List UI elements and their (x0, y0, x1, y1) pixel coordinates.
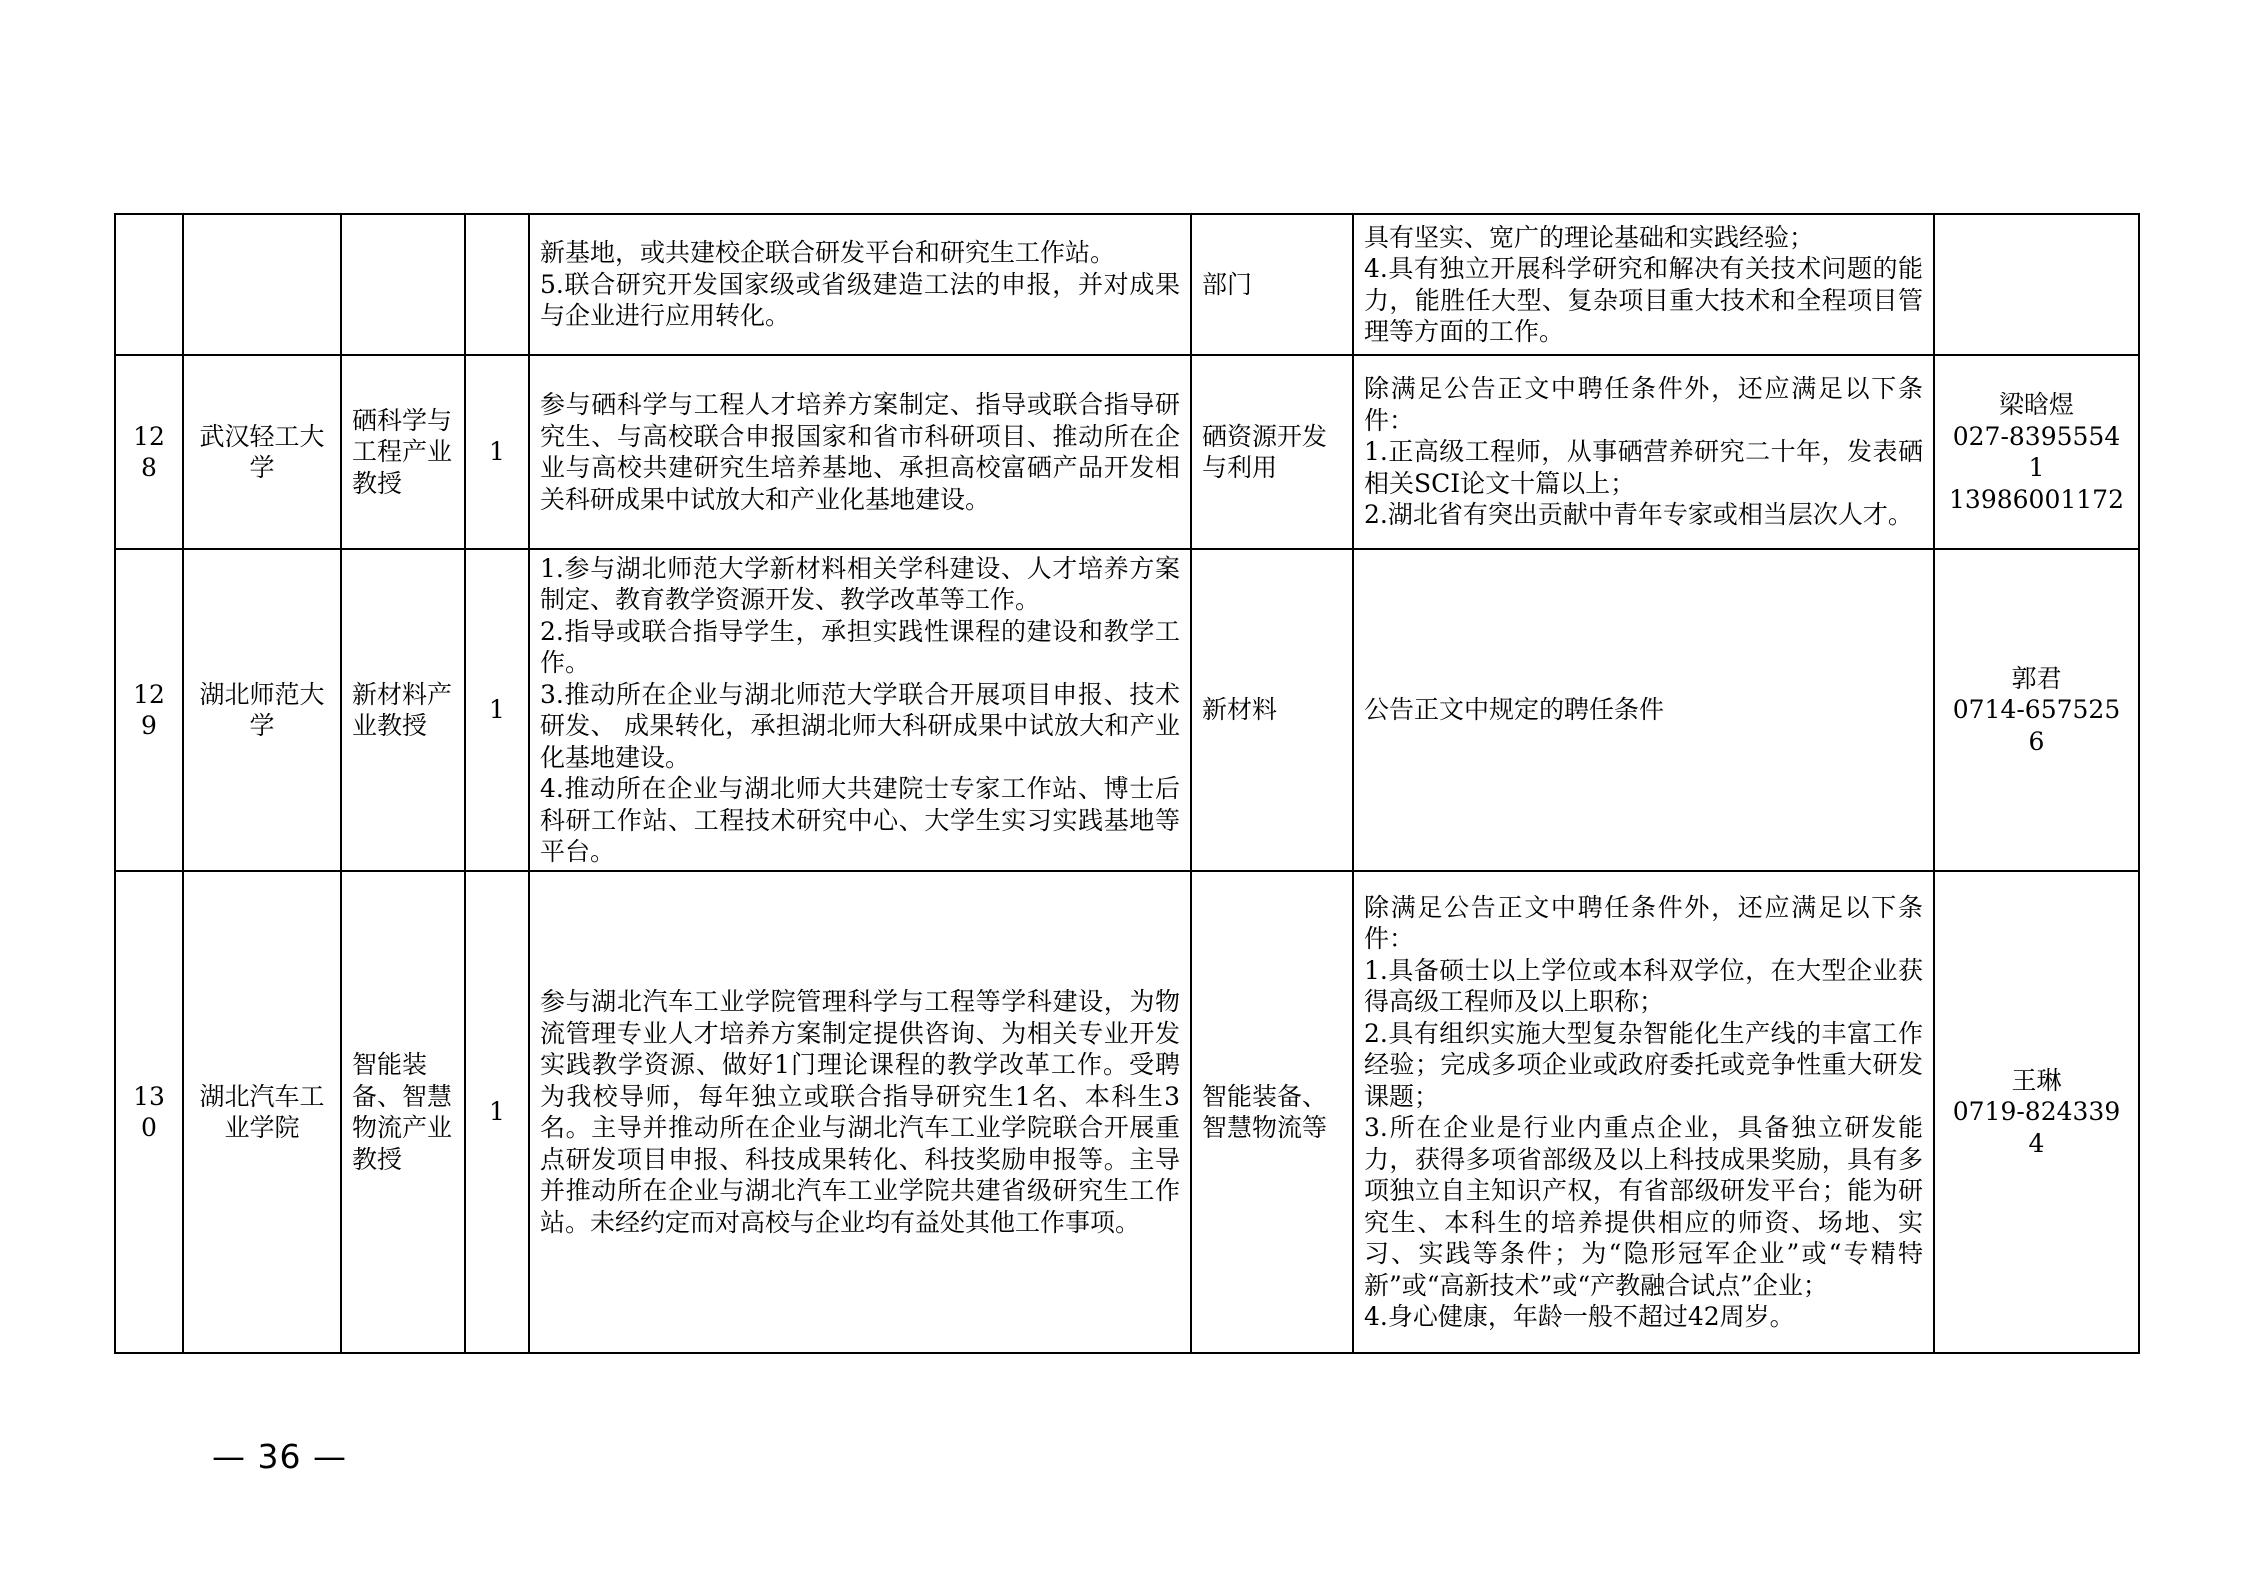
university-name: 湖北汽车工业学院 (183, 871, 341, 1353)
page-number: — 36 — (212, 1437, 347, 1476)
post-name: 新材料产业教授 (341, 549, 465, 871)
contact-cell (1934, 549, 2139, 871)
post-count: 1 (465, 355, 529, 549)
post-count: 1 (465, 871, 529, 1353)
row-number: 130 (115, 871, 183, 1353)
university-name: 武汉轻工大学 (183, 355, 341, 549)
duty-line: 1.参与湖北师范大学新材料相关学科建设、人才培养方案制定、教育教学资源开发、教学改革等工作。 (540, 553, 1180, 614)
requirement-line: 4.具有独立开展科学研究和解决有关技术问题的能力，能胜任大型、复杂项目重大技术和全程项目管理等方面的工作。 (1364, 254, 1923, 346)
requirements-cell (1353, 549, 1934, 871)
post-name (341, 214, 465, 355)
requirements-cell (1353, 214, 1934, 355)
duty-line: 4.推动所在企业与湖北师大共建院士专家工作站、博士后科研工作站、工程技术研究中心、大学生实习实践基地等平台。 (540, 774, 1180, 866)
duty-line: 2.指导或联合指导学生，承担实践性课程的建设和教学工作。 (540, 616, 1180, 677)
post-name: 硒科学与工程产业教授 (341, 355, 465, 549)
requirement-line: 2.湖北省有突出贡献中青年专家或相当层次人才。 (1364, 500, 1913, 530)
contact-phone: 0714-6575256 (1952, 695, 2121, 756)
contact-name: 郭君 (2011, 663, 2062, 693)
field-cell: 新材料 (1191, 549, 1353, 871)
requirement-line: 公告正文中规定的聘任条件 (1364, 695, 1665, 725)
row-number (115, 214, 183, 355)
contact-name: 梁晗煜 (1998, 390, 2074, 419)
requirements-cell (1353, 355, 1934, 549)
contact-cell (1934, 214, 2139, 355)
duties-cell (529, 214, 1191, 355)
duty-line: 参与湖北汽车工业学院管理科学与工程等学科建设，为物流管理专业人才培养方案制定提供咨询、为相关专业开发实践教学资源、做好1门理论课程的教学改革工作。受聘为我校导师，每年独立或联合指导研究生1名、本科生3名。主导并推动所在企业与湖北汽车工业学院联合开展重点研发项目申报、科技成果转化、科技奖励申报等。主导并推动所在企业与湖北汽车工业学院共建省级研究生工作站。未经约定而对高校与企业均有益处其他工作事项。 (540, 987, 1180, 1237)
duty-line: 3.推动所在企业与湖北师范大学联合开展项目申报、技术研发、 成果转化，承担湖北师大科研成果中试放大和产业化基地建设。 (540, 679, 1180, 772)
requirement-line: 4.身心健康，年龄一般不超过42周岁。 (1364, 1302, 1795, 1331)
requirement-line: 除满足公告正文中聘任条件外，还应满足以下条件： (1364, 892, 1923, 953)
contact-phone: 13986001172 (1949, 484, 2124, 514)
duties-cell (529, 549, 1191, 871)
requirement-line: 3.所在企业是行业内重点企业，具备独立研发能力，获得多项省部级及以上科技成果奖励，具有多项独立自主知识产权，有省部级研发平台；能为研究生、本科生的培养提供相应的师资、场地、实习、实践等条件；为“隐形冠军企业”或“专精特新”或“高新技术”或“产教融合试点”企业； (1364, 1113, 1923, 1300)
requirements-cell (1353, 871, 1934, 1353)
table-row (115, 214, 2139, 355)
row-number: 129 (115, 549, 183, 871)
field-cell: 部门 (1191, 214, 1353, 355)
field-cell: 硒资源开发与利用 (1191, 355, 1353, 549)
duty-line: 新基地，或共建校企联合研发平台和研究生工作站。 (540, 238, 1116, 268)
university-name (183, 214, 341, 355)
requirement-line: 2.具有组织实施大型复杂智能化生产线的丰富工作经验；完成多项企业或政府委托或竞争性重大研发课题； (1364, 1018, 1923, 1111)
job-table (114, 213, 2140, 1354)
requirement-line: 1.具备硕士以上学位或本科双学位，在大型企业获得高级工程师及以上职称； (1364, 955, 1923, 1016)
contact-cell (1934, 871, 2139, 1353)
duties-cell (529, 871, 1191, 1353)
post-count (465, 214, 529, 355)
contact-cell (1934, 355, 2139, 549)
post-count: 1 (465, 549, 529, 871)
requirement-line: 除满足公告正文中聘任条件外，还应满足以下条件： (1364, 374, 1923, 435)
table-row (115, 549, 2139, 871)
contact-name: 王琳 (2011, 1065, 2062, 1095)
duty-line: 5.联合研究开发国家级或省级建造工法的申报，并对成果与企业进行应用转化。 (540, 269, 1180, 331)
duty-line: 参与硒科学与工程人才培养方案制定、指导或联合指导研究生、与高校联合申报国家和省市科研项目、推动所在企业与高校共建研究生培养基地、承担高校富硒产品开发相关科研成果中试放大和产业化基地建设。 (540, 390, 1180, 514)
row-number: 128 (115, 355, 183, 549)
contact-phone: 0719-8243394 (1952, 1097, 2121, 1158)
table-row (115, 355, 2139, 549)
field-cell: 智能装备、智慧物流等 (1191, 871, 1353, 1353)
duties-cell (529, 355, 1191, 549)
requirement-line: 具有坚实、宽广的理论基础和实践经验； (1364, 222, 1815, 252)
requirement-line: 1.正高级工程师，从事硒营养研究二十年，发表硒相关SCI论文十篇以上； (1364, 437, 1923, 498)
table-row (115, 871, 2139, 1353)
contact-phone: 027-83955541 (1952, 421, 2121, 482)
post-name: 智能装备、智慧物流产业教授 (341, 871, 465, 1353)
university-name: 湖北师范大学 (183, 549, 341, 871)
